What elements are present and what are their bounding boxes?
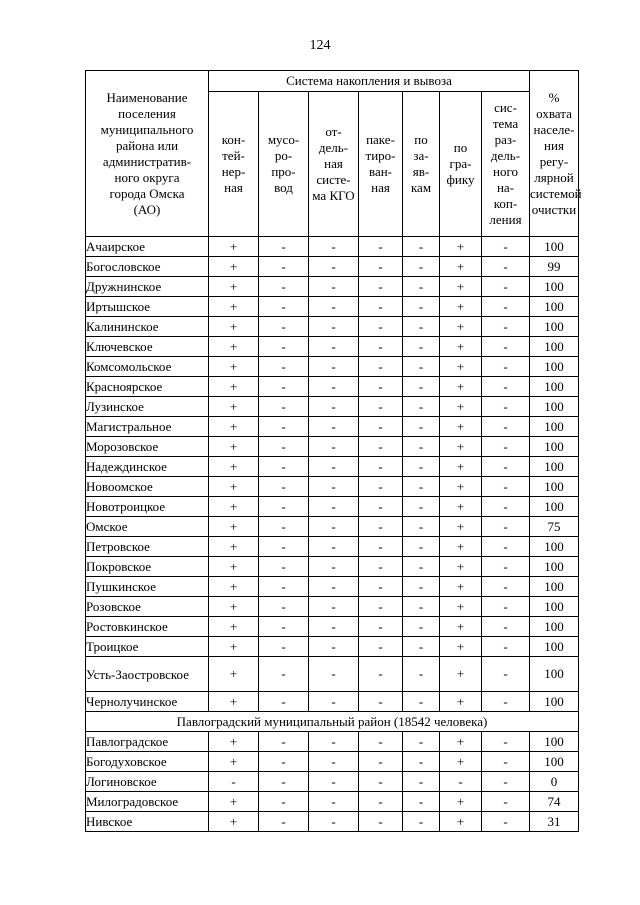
settlement-name: Новоомское <box>86 477 209 497</box>
coverage-percent-cell: 100 <box>530 732 579 752</box>
system-cell: - <box>359 357 403 377</box>
system-cell: - <box>403 257 440 277</box>
table-row <box>86 317 579 337</box>
header-separate-collection: сис- тема раз- дель- ного на- коп- ления <box>482 92 530 237</box>
system-cell: + <box>440 337 482 357</box>
coverage-percent-cell: 75 <box>530 517 579 537</box>
system-cell: + <box>440 237 482 257</box>
header-container: кон- тей- нер- ная <box>209 92 259 237</box>
system-cell: + <box>209 657 259 692</box>
table-row <box>86 732 579 752</box>
system-cell: - <box>309 357 359 377</box>
system-cell: + <box>209 537 259 557</box>
system-cell: + <box>209 377 259 397</box>
table-row <box>86 457 579 477</box>
system-cell: - <box>259 577 309 597</box>
system-cell: - <box>359 792 403 812</box>
system-cell: - <box>359 577 403 597</box>
system-cell: - <box>482 457 530 477</box>
system-cell: - <box>403 357 440 377</box>
system-cell: - <box>309 812 359 832</box>
coverage-percent-cell: 100 <box>530 577 579 597</box>
coverage-percent-cell: 100 <box>530 497 579 517</box>
header-bagged: паке- тиро- ван- ная <box>359 92 403 237</box>
system-cell: - <box>309 337 359 357</box>
system-cell: - <box>403 437 440 457</box>
system-cell: - <box>482 257 530 277</box>
system-cell: - <box>259 297 309 317</box>
system-cell: - <box>403 417 440 437</box>
system-cell: - <box>403 277 440 297</box>
system-cell: - <box>403 297 440 317</box>
table-row <box>86 577 579 597</box>
system-cell: - <box>482 752 530 772</box>
system-cell: - <box>359 537 403 557</box>
system-cell: - <box>259 792 309 812</box>
system-cell: - <box>309 257 359 277</box>
table-row <box>86 517 579 537</box>
coverage-percent-cell: 100 <box>530 477 579 497</box>
coverage-percent-cell: 100 <box>530 417 579 437</box>
header-system-group: Система накопления и вывоза <box>209 71 530 92</box>
system-cell: - <box>403 637 440 657</box>
system-cell: - <box>482 277 530 297</box>
system-cell: - <box>403 577 440 597</box>
header-coverage-percent: % охвата населе- ния регу- лярной системой очистки <box>530 71 579 237</box>
system-cell: - <box>482 792 530 812</box>
system-cell: - <box>309 277 359 297</box>
system-cell: + <box>209 237 259 257</box>
system-cell: - <box>482 437 530 457</box>
system-cell: - <box>359 317 403 337</box>
system-cell: - <box>209 772 259 792</box>
coverage-percent-cell: 100 <box>530 537 579 557</box>
system-cell: + <box>209 297 259 317</box>
system-cell: + <box>440 497 482 517</box>
system-cell: + <box>440 397 482 417</box>
system-cell: - <box>309 772 359 792</box>
system-cell: + <box>209 357 259 377</box>
system-cell: + <box>440 517 482 537</box>
system-cell: - <box>403 692 440 712</box>
system-cell: + <box>440 792 482 812</box>
system-cell: - <box>403 397 440 417</box>
system-cell: - <box>403 772 440 792</box>
system-cell: + <box>440 557 482 577</box>
settlement-name: Нивское <box>86 812 209 832</box>
system-cell: - <box>359 557 403 577</box>
system-cell: - <box>359 297 403 317</box>
settlement-name: Ростовкинское <box>86 617 209 637</box>
table-row <box>86 597 579 617</box>
system-cell: - <box>403 597 440 617</box>
system-cell: - <box>309 692 359 712</box>
table-row <box>86 692 579 712</box>
system-cell: - <box>482 237 530 257</box>
system-cell: + <box>440 437 482 457</box>
system-cell: - <box>259 277 309 297</box>
section-title: Павлоградский муниципальный район (18542 человека) <box>86 712 579 732</box>
system-cell: + <box>440 752 482 772</box>
table-row <box>86 297 579 317</box>
system-cell: - <box>482 597 530 617</box>
system-cell: - <box>359 812 403 832</box>
table-row <box>86 437 579 457</box>
system-cell: - <box>309 557 359 577</box>
system-cell: - <box>259 517 309 537</box>
system-cell: - <box>309 732 359 752</box>
system-cell: - <box>482 772 530 792</box>
settlement-name: Троицкое <box>86 637 209 657</box>
system-cell: - <box>359 692 403 712</box>
system-cell: - <box>359 752 403 772</box>
system-cell: - <box>259 812 309 832</box>
system-cell: - <box>440 772 482 792</box>
system-cell: - <box>309 497 359 517</box>
system-cell: - <box>359 657 403 692</box>
table-row <box>86 617 579 637</box>
settlement-name: Красноярское <box>86 377 209 397</box>
system-cell: - <box>309 437 359 457</box>
system-cell: - <box>259 337 309 357</box>
system-cell: - <box>259 237 309 257</box>
system-cell: - <box>259 772 309 792</box>
system-cell: + <box>209 637 259 657</box>
system-cell: + <box>209 317 259 337</box>
system-cell: + <box>209 257 259 277</box>
table-row <box>86 417 579 437</box>
settlement-name: Надеждинское <box>86 457 209 477</box>
system-cell: - <box>482 417 530 437</box>
system-cell: - <box>359 457 403 477</box>
table-row <box>86 812 579 832</box>
system-cell: - <box>482 537 530 557</box>
system-cell: + <box>440 692 482 712</box>
system-cell: - <box>259 457 309 477</box>
table-row <box>86 537 579 557</box>
system-cell: - <box>309 297 359 317</box>
header-by-schedule: по гра- фику <box>440 92 482 237</box>
coverage-percent-cell: 100 <box>530 752 579 772</box>
system-cell: - <box>403 657 440 692</box>
coverage-percent-cell: 100 <box>530 337 579 357</box>
system-cell: + <box>209 692 259 712</box>
system-cell: + <box>440 257 482 277</box>
settlement-name: Магистральное <box>86 417 209 437</box>
system-cell: + <box>209 497 259 517</box>
system-cell: - <box>403 517 440 537</box>
system-cell: - <box>309 237 359 257</box>
coverage-percent-cell: 99 <box>530 257 579 277</box>
header-garbage-chute: мусо- ро- про- вод <box>259 92 309 237</box>
coverage-percent-cell: 74 <box>530 792 579 812</box>
system-cell: - <box>309 617 359 637</box>
system-cell: - <box>482 617 530 637</box>
system-cell: - <box>359 617 403 637</box>
system-cell: - <box>359 477 403 497</box>
system-cell: - <box>309 477 359 497</box>
system-cell: - <box>309 597 359 617</box>
system-cell: - <box>259 617 309 637</box>
system-cell: - <box>259 357 309 377</box>
system-cell: - <box>482 517 530 537</box>
header-settlement-name: Наименование поселения муниципального района или административ- ного округа города Омска (АО) <box>86 71 209 237</box>
system-cell: - <box>482 692 530 712</box>
waste-collection-table <box>85 70 582 832</box>
table-row <box>86 557 579 577</box>
system-cell: - <box>309 417 359 437</box>
system-cell: - <box>403 752 440 772</box>
coverage-percent-cell: 100 <box>530 297 579 317</box>
system-cell: + <box>209 617 259 637</box>
system-cell: - <box>359 497 403 517</box>
settlement-name: Иртышское <box>86 297 209 317</box>
system-cell: + <box>209 277 259 297</box>
system-cell: - <box>403 732 440 752</box>
coverage-percent-cell: 100 <box>530 377 579 397</box>
system-cell: - <box>259 397 309 417</box>
system-cell: - <box>259 497 309 517</box>
system-cell: + <box>440 317 482 337</box>
coverage-percent-cell: 100 <box>530 437 579 457</box>
system-cell: - <box>482 557 530 577</box>
system-cell: + <box>209 517 259 537</box>
settlement-name: Усть-Заостровское <box>86 657 209 692</box>
settlement-name: Логиновское <box>86 772 209 792</box>
system-cell: + <box>440 277 482 297</box>
system-cell: - <box>403 812 440 832</box>
coverage-percent-cell: 0 <box>530 772 579 792</box>
settlement-name: Петровское <box>86 537 209 557</box>
system-cell: + <box>209 417 259 437</box>
table-row <box>86 237 579 257</box>
system-cell: - <box>403 617 440 637</box>
system-cell: - <box>309 752 359 772</box>
system-cell: - <box>359 437 403 457</box>
settlement-name: Розовское <box>86 597 209 617</box>
system-cell: - <box>259 537 309 557</box>
settlement-name: Пушкинское <box>86 577 209 597</box>
system-cell: - <box>259 597 309 617</box>
system-cell: - <box>482 732 530 752</box>
system-cell: + <box>440 417 482 437</box>
coverage-percent-cell: 100 <box>530 237 579 257</box>
system-cell: - <box>309 637 359 657</box>
system-cell: - <box>359 377 403 397</box>
system-cell: - <box>403 337 440 357</box>
table-row <box>86 792 579 812</box>
settlement-name: Милоградовское <box>86 792 209 812</box>
settlement-name: Морозовское <box>86 437 209 457</box>
system-cell: - <box>309 317 359 337</box>
system-cell: - <box>403 497 440 517</box>
system-cell: - <box>259 417 309 437</box>
system-cell: - <box>359 772 403 792</box>
system-cell: - <box>403 792 440 812</box>
system-cell: - <box>403 457 440 477</box>
system-cell: + <box>209 752 259 772</box>
system-cell: - <box>482 497 530 517</box>
system-cell: + <box>440 657 482 692</box>
system-cell: - <box>359 337 403 357</box>
system-cell: - <box>403 237 440 257</box>
settlement-name: Богословское <box>86 257 209 277</box>
system-cell: + <box>440 357 482 377</box>
system-cell: - <box>403 477 440 497</box>
system-cell: - <box>359 417 403 437</box>
system-cell: + <box>209 597 259 617</box>
system-cell: + <box>440 377 482 397</box>
system-cell: - <box>259 732 309 752</box>
system-cell: - <box>359 277 403 297</box>
system-cell: + <box>440 597 482 617</box>
system-cell: + <box>209 477 259 497</box>
system-cell: + <box>209 337 259 357</box>
system-cell: + <box>209 457 259 477</box>
system-cell: + <box>440 297 482 317</box>
system-cell: - <box>403 377 440 397</box>
system-cell: - <box>403 317 440 337</box>
system-cell: - <box>482 337 530 357</box>
system-cell: + <box>440 477 482 497</box>
coverage-percent-cell: 100 <box>530 657 579 692</box>
system-cell: - <box>309 537 359 557</box>
coverage-percent-cell: 100 <box>530 617 579 637</box>
coverage-percent-cell: 100 <box>530 557 579 577</box>
coverage-percent-cell: 100 <box>530 277 579 297</box>
system-cell: - <box>482 377 530 397</box>
system-cell: - <box>482 657 530 692</box>
system-cell: - <box>259 377 309 397</box>
system-cell: + <box>209 437 259 457</box>
system-cell: - <box>259 317 309 337</box>
system-cell: - <box>482 317 530 337</box>
system-cell: - <box>259 477 309 497</box>
system-cell: - <box>359 237 403 257</box>
table-row <box>86 772 579 792</box>
system-cell: - <box>309 657 359 692</box>
system-cell: + <box>440 457 482 477</box>
table-row <box>86 657 579 692</box>
coverage-percent-cell: 100 <box>530 457 579 477</box>
coverage-percent-cell: 100 <box>530 597 579 617</box>
system-cell: - <box>259 637 309 657</box>
table-row <box>86 637 579 657</box>
system-cell: - <box>259 752 309 772</box>
system-cell: - <box>482 297 530 317</box>
system-cell: - <box>309 517 359 537</box>
table-row <box>86 337 579 357</box>
system-cell: + <box>209 577 259 597</box>
settlement-name: Ачаирское <box>86 237 209 257</box>
section-row <box>86 712 579 732</box>
system-cell: + <box>209 812 259 832</box>
system-cell: - <box>309 457 359 477</box>
header-on-request: по за- яв- кам <box>403 92 440 237</box>
system-cell: - <box>259 557 309 577</box>
system-cell: + <box>209 397 259 417</box>
settlement-name: Павлоградское <box>86 732 209 752</box>
system-cell: - <box>259 657 309 692</box>
settlement-name: Дружнинское <box>86 277 209 297</box>
system-cell: - <box>359 732 403 752</box>
page-number: 124 <box>309 38 331 53</box>
system-cell: - <box>309 397 359 417</box>
system-cell: - <box>403 537 440 557</box>
table-row <box>86 397 579 417</box>
settlement-name: Покровское <box>86 557 209 577</box>
system-cell: - <box>359 597 403 617</box>
settlement-name: Ключевское <box>86 337 209 357</box>
settlement-name: Лузинское <box>86 397 209 417</box>
system-cell: - <box>259 692 309 712</box>
settlement-name: Калининское <box>86 317 209 337</box>
system-cell: - <box>359 637 403 657</box>
system-cell: - <box>359 257 403 277</box>
system-cell: + <box>209 792 259 812</box>
settlement-name: Богодуховское <box>86 752 209 772</box>
system-cell: - <box>482 577 530 597</box>
system-cell: + <box>440 812 482 832</box>
system-cell: - <box>309 577 359 597</box>
system-cell: + <box>440 637 482 657</box>
system-cell: - <box>309 377 359 397</box>
settlement-name: Комсомольское <box>86 357 209 377</box>
coverage-percent-cell: 31 <box>530 812 579 832</box>
system-cell: - <box>359 517 403 537</box>
system-cell: - <box>309 792 359 812</box>
system-cell: - <box>359 397 403 417</box>
system-cell: + <box>440 617 482 637</box>
system-cell: - <box>482 477 530 497</box>
coverage-percent-cell: 100 <box>530 317 579 337</box>
coverage-percent-cell: 100 <box>530 692 579 712</box>
system-cell: - <box>482 637 530 657</box>
table-row <box>86 357 579 377</box>
system-cell: - <box>482 397 530 417</box>
system-cell: + <box>440 732 482 752</box>
system-cell: + <box>440 537 482 557</box>
coverage-percent-cell: 100 <box>530 357 579 377</box>
coverage-percent-cell: 100 <box>530 637 579 657</box>
table-row <box>86 477 579 497</box>
table-row <box>86 752 579 772</box>
settlement-name: Омское <box>86 517 209 537</box>
header-kgo-system: от- дель- ная систе- ма КГО <box>309 92 359 237</box>
settlement-name: Новотроицкое <box>86 497 209 517</box>
system-cell: - <box>403 557 440 577</box>
coverage-percent-cell: 100 <box>530 397 579 417</box>
system-cell: - <box>482 812 530 832</box>
system-cell: + <box>209 732 259 752</box>
system-cell: + <box>440 577 482 597</box>
system-cell: - <box>482 357 530 377</box>
table-row <box>86 497 579 517</box>
table-row <box>86 377 579 397</box>
table-row <box>86 277 579 297</box>
system-cell: - <box>259 257 309 277</box>
table-row <box>86 257 579 277</box>
settlement-name: Чернолучинское <box>86 692 209 712</box>
system-cell: + <box>209 557 259 577</box>
system-cell: - <box>259 437 309 457</box>
